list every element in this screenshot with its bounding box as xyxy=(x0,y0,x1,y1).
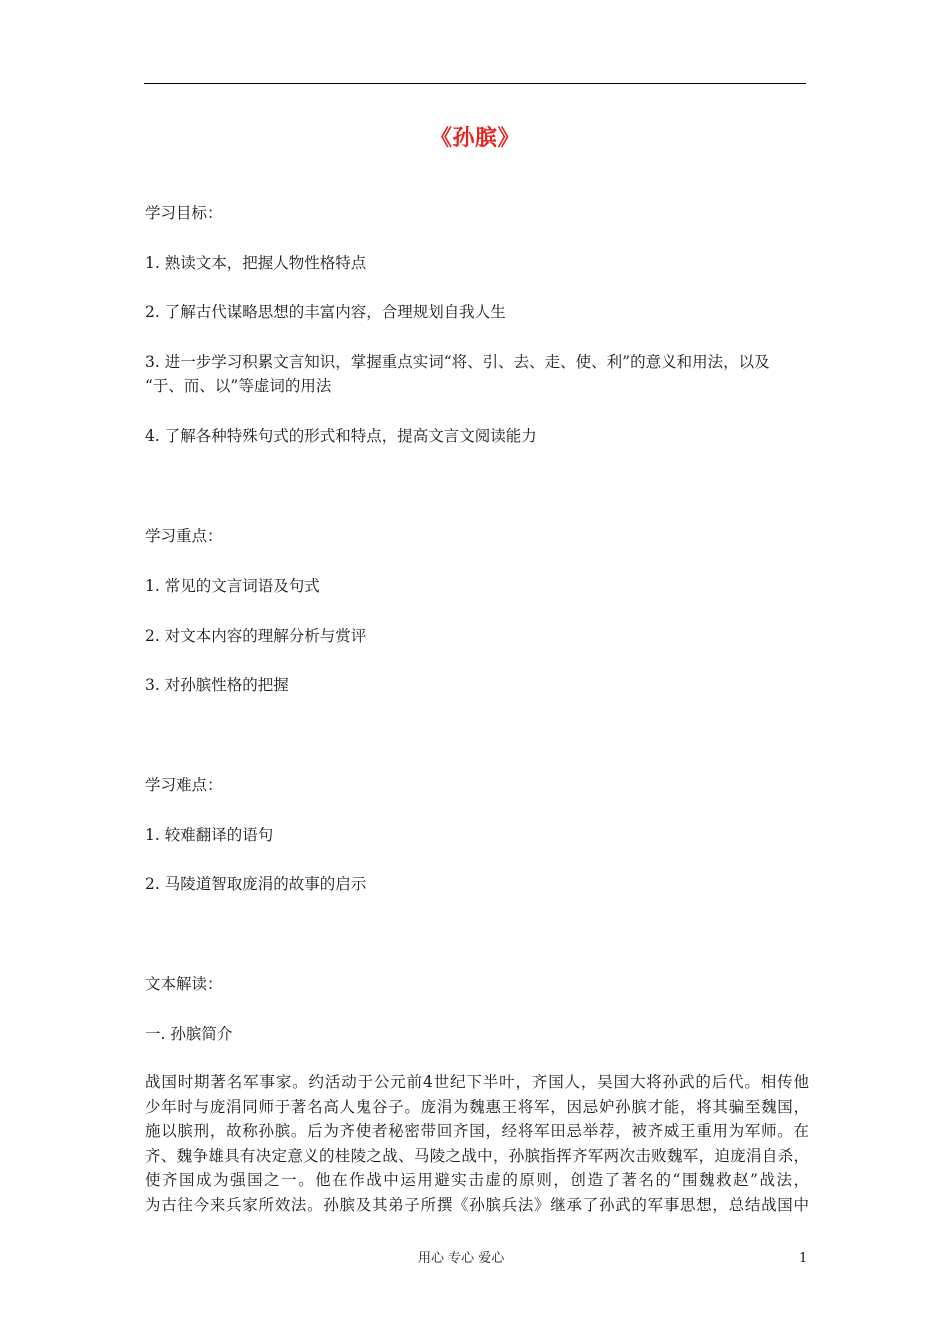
reading-heading: 文本解读： xyxy=(145,975,223,993)
objective-item-4: 4. 了解各种特殊句式的形式和特点，提高文言文阅读能力 xyxy=(145,427,537,445)
page-title: 《孙膑》 xyxy=(429,126,520,151)
difficulty-item-1: 1. 较难翻译的语句 xyxy=(145,826,274,844)
difficulty-item-2: 2. 马陵道智取庞涓的故事的启示 xyxy=(145,875,367,893)
key-point-item-1: 1. 常见的文言词语及句式 xyxy=(145,577,320,595)
footer-motto: 用心 专心 爱心 xyxy=(418,1251,505,1266)
objectives-heading: 学习目标： xyxy=(145,204,223,222)
bio-paragraph xyxy=(145,1070,809,1217)
difficulties-heading: 学习难点： xyxy=(145,776,223,794)
objective-item-1: 1. 熟读文本，把握人物性格特点 xyxy=(145,254,367,272)
page-number: 1 xyxy=(799,1251,808,1266)
bio-paragraph-line: 少年时与庞涓同师于著名高人鬼谷子。庞涓为魏惠王将军，因忌妒孙膑才能，将其骗至魏国， xyxy=(145,1097,809,1116)
bio-paragraph-line: 为古往今来兵家所效法。孙膑及其弟子所撰《孙膑兵法》继承了孙武的军事思想，总结战国中 xyxy=(145,1195,809,1214)
bio-paragraph-line: 使齐国成为强国之一。他在作战中运用避实击虚的原则，创造了著名的“围魏救赵”战法， xyxy=(145,1171,809,1189)
key-point-item-2: 2. 对文本内容的理解分析与赏评 xyxy=(145,627,367,645)
objective-item-3: 3. 进一步学习积累文言知识，掌握重点实词“将、引、去、走、使、利”的意义和用法，以及 xyxy=(145,353,770,371)
objective-item-3-continued: “于、而、以”等虚词的用法 xyxy=(145,377,332,395)
bio-paragraph-line: 施以膑刑，故称孙膑。后为齐使者秘密带回齐国，经将军田忌举荐，被齐威王重用为军师。在 xyxy=(145,1122,809,1140)
key-point-item-3: 3. 对孙膑性格的把握 xyxy=(145,676,289,694)
key-points-heading: 学习重点： xyxy=(145,527,223,545)
objective-item-2: 2. 了解古代谋略思想的丰富内容，合理规划自我人生 xyxy=(145,303,506,321)
section-title-bio: 一. 孙膑简介 xyxy=(145,1025,233,1043)
header-rule xyxy=(144,83,806,84)
bio-paragraph-line: 齐、魏争雄具有决定意义的桂陵之战、马陵之战中，孙膑指挥齐军两次击败魏军，迫庞涓自杀， xyxy=(145,1146,809,1165)
bio-paragraph-line: 战国时期著名军事家。约活动于公元前4世纪下半叶，齐国人，吴国大将孙武的后代。相传他 xyxy=(145,1073,809,1091)
